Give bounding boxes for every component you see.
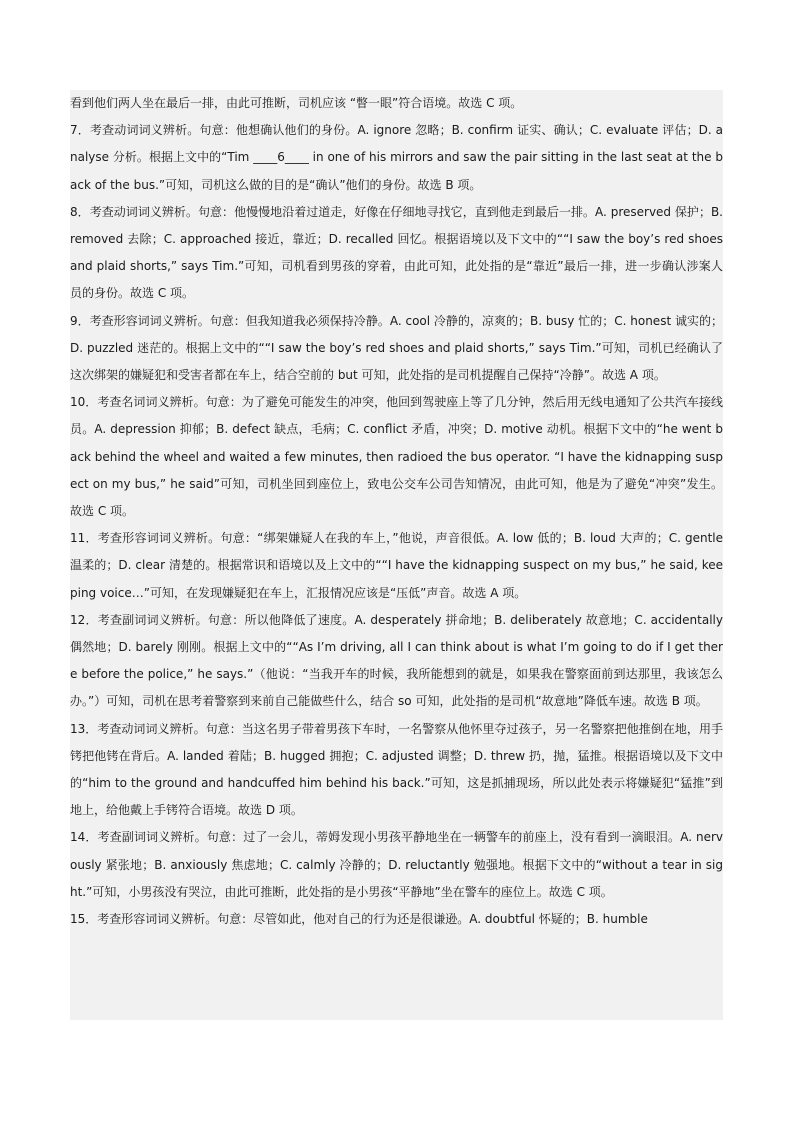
paragraph-answer-9: 9．考查形容词词义辨析。句意：但我知道我必须保持冷静。A. cool 冷静的，凉爽的；B. busy 忙的；C. honest 诚实的；D. puzzled 迷茫的。根据上文中的““I saw the boy’s red shoes and plaid shorts,” says Tim.”可知，司机已经确认了这次绑架的嫌疑犯和受害者都在车上，结合空前的 but 可知，此处指的是司机提醒自己保持“冷静”。故选 A 项。 xyxy=(70,313,723,383)
paragraph-answer-8: 8．考查动词词义辨析。句意：他慢慢地沿着过道走，好像在仔细地寻找它，直到他走到最后一排。A. preserved 保护；B. removed 去除；C. approached 接近，靠近；D. recalled 回忆。根据语境以及下文中的““I saw the boy’s red shoes and plaid shorts,” says Tim.”可知，司机看到男孩的穿着，由此可知，此处指的是“靠近”最后一排，进一步确认涉案人员的身份。故选 C 项。 xyxy=(70,204,723,301)
paragraph-answer-6-tail: 看到他们两人坐在最后一排，由此可推断，司机应该 “瞥一眼”符合语境。故选 C 项。 xyxy=(70,96,523,110)
paragraph-answer-11: 11．考查形容词词义辨析。句意：“绑架嫌疑人在我的车上，”他说，声音很低。A. low 低的；B. loud 大声的；C. gentle 温柔的；D. clear 清楚的。根据常识和语境以及上文中的““I have the kidnapping suspect on my bus,” he said, keeping voice…”可知，在发现嫌疑犯在车上，汇报情况应该是“压低”声音。故选 A 项。 xyxy=(70,531,723,600)
paragraph-answer-7: 7．考查动词词义辨析。句意：他想确认他们的身份。A. ignore 忽略；B. confirm 证实、确认；C. evaluate 评估；D. analyse 分析。根据上文中的“Tim ____6____ in one of his mirrors and saw the pair sitting in the last seat at the back of the bus.”可知，司机这么做的目的是“确认”他们的身份。故选 B 项。 xyxy=(70,123,723,192)
paragraph-answer-12: 12．考查副词词义辨析。句意：所以他降低了速度。A. desperately 拼命地；B. deliberately 故意地；C. accidentally 偶然地；D. barely 刚刚。根据上文中的““As I’m driving, all I can think about is what I’m going to do if I get there before the police,” he says.”（他说：“当我开车的时候，我所能想到的就是，如果我在警察面前到达那里，我该怎么办。”）可知，司机在思考着警察到来前自己能做些什么，结合 so 可知，此处指的是司机“故意地”降低车速。故选 B 项。 xyxy=(70,612,723,709)
paragraph-answer-10: 10．考查名词词义辨析。句意：为了避免可能发生的冲突，他回到驾驶座上等了几分钟，然后用无线电通知了公共汽车接线员。A. depression 抑郁；B. defect 缺点，毛病；C. conflict 矛盾，冲突；D. motive 动机。根据下文中的“he went back behind the wheel and waited a few minutes, then radioed the bus operator. “I have the kidnapping suspect on my bus,” he said”可知，司机坐回到座位上，致电公交车公司告知情况，由此可知，他是为了避免“冲突”发生。故选 C 项。 xyxy=(70,395,723,519)
paragraph-answer-15: 15．考查形容词词义辨析。句意：尽管如此，他对自己的行为还是很谦逊。A. doubtful 怀疑的；B. humble xyxy=(70,912,648,927)
document-body xyxy=(70,90,723,1020)
paragraph-answer-14: 14．考查副词词义辨析。句意：过了一会儿，蒂姆发现小男孩平静地坐在一辆警车的前座上，没有看到一滴眼泪。A. nervously 紧张地；B. anxiously 焦虑地；C. calmly 冷静的；D. reluctantly 勉强地。根据下文中的“without a tear in sight.”可知，小男孩没有哭泣，由此可推断，此处指的是小男孩“平静地”坐在警车的座位上。故选 C 项。 xyxy=(70,830,723,899)
paragraph-answer-13: 13．考查动词词义辨析。句意：当这名男子带着男孩下车时，一名警察从他怀里夺过孩子，另一名警察把他推倒在地，用手铐把他铐在背后。A. landed 着陆；B. hugged 拥抱；C. adjusted 调整；D. threw 扔，抛，猛推。根据语境以及下文中的“him to the ground and handcuffed him behind his back.”可知，这是抓捕现场，所以此处表示将嫌疑犯“猛推”到地上，给他戴上手铐符合语境。故选 D 项。 xyxy=(70,721,723,818)
